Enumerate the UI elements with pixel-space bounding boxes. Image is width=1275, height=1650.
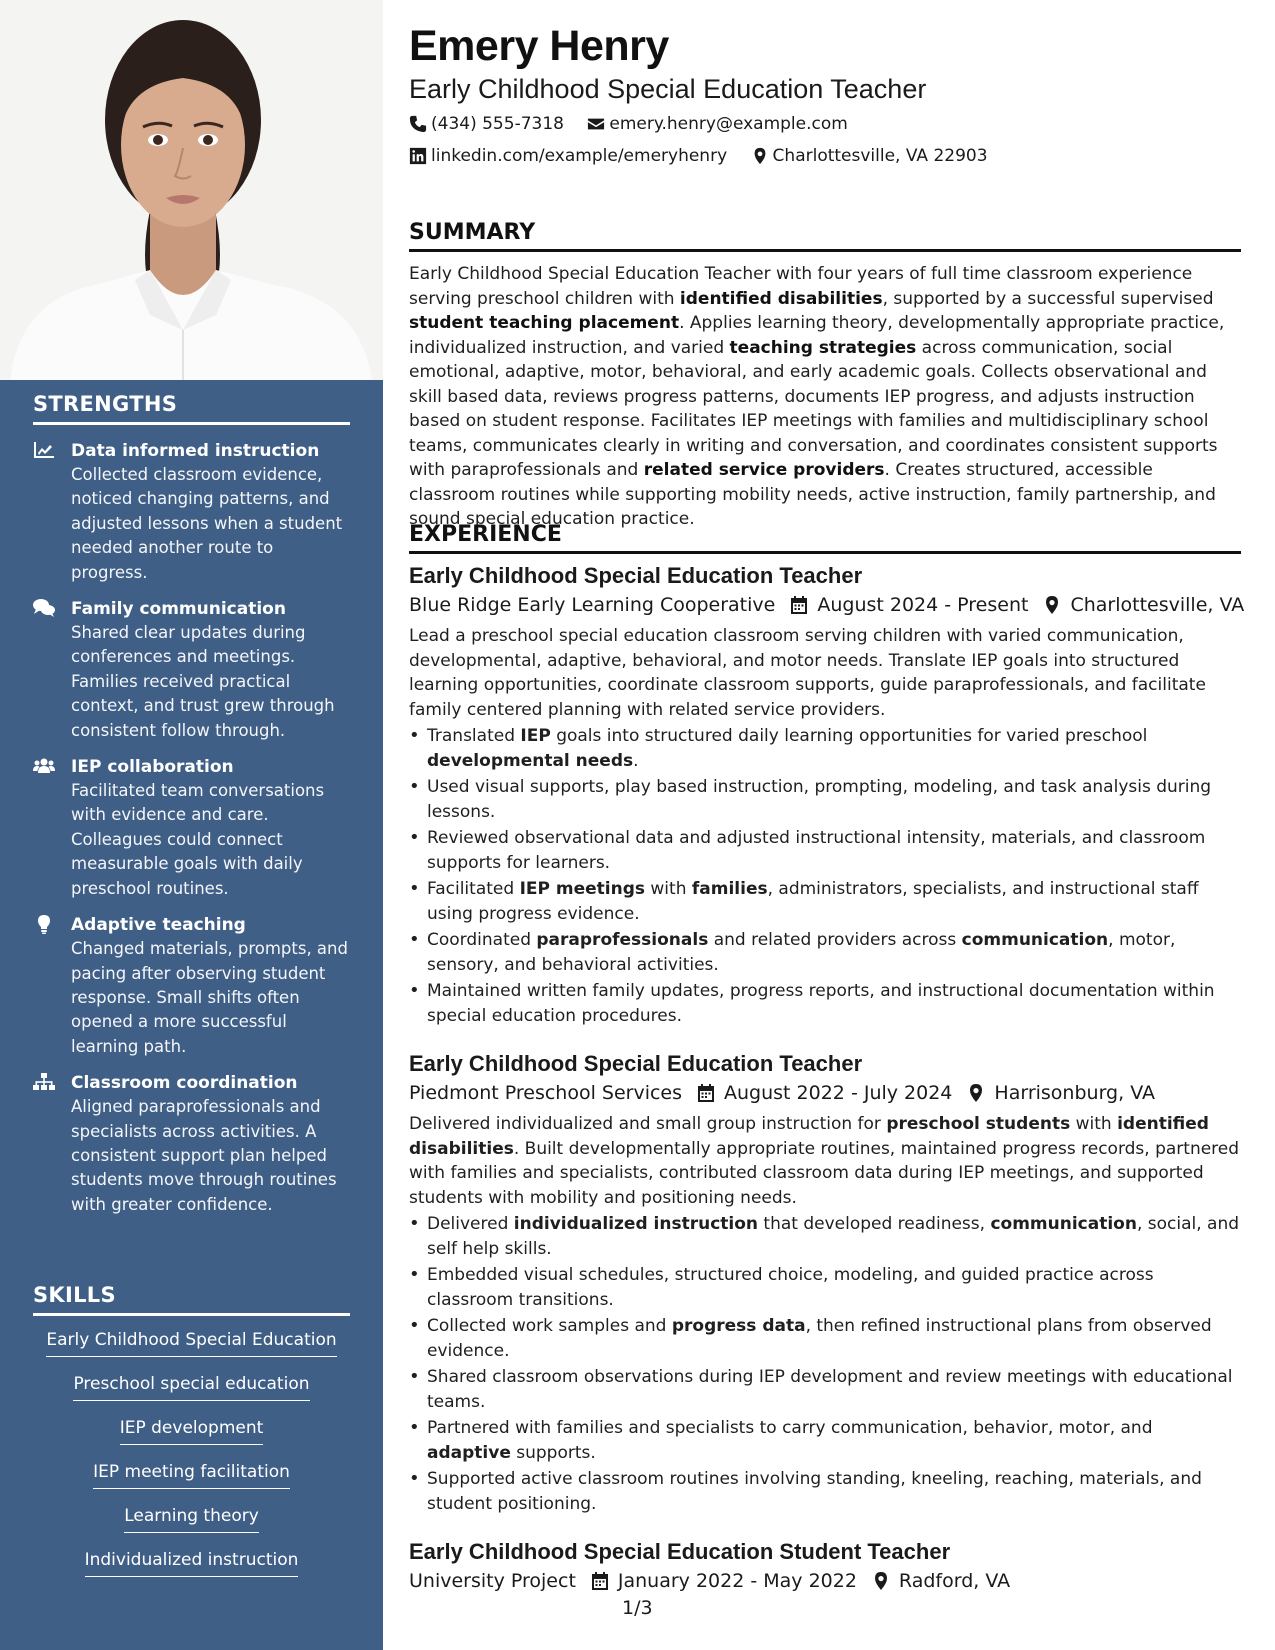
profile-photo bbox=[0, 0, 383, 380]
skill-tag: Learning theory bbox=[124, 1504, 259, 1533]
linkedin-url: linkedin.com/example/emeryhenry bbox=[431, 146, 728, 166]
users-icon bbox=[33, 756, 57, 778]
sidebar bbox=[0, 0, 383, 1650]
bullet-item: • Facilitated IEP meetings with families, administrators, specialists, and instructional staff using progress evidence. bbox=[409, 877, 1241, 926]
strength-description: Aligned paraprofessionals and specialists across activities. A consistent support plan helped students move through routines with greater confidence. bbox=[71, 1097, 337, 1214]
bullet-item: • Supported active classroom routines involving standing, kneeling, reaching, materials, and student positioning. bbox=[409, 1467, 1241, 1516]
map-pin-icon bbox=[751, 147, 769, 165]
bullet-item: • Collected work samples and progress data, then refined instructional plans from observed evidence. bbox=[409, 1314, 1241, 1363]
skill-tag: Individualized instruction bbox=[85, 1548, 299, 1577]
chat-bubbles-icon bbox=[33, 598, 57, 620]
linkedin-icon bbox=[409, 147, 427, 165]
strength-description: Changed materials, prompts, and pacing after observing student response. Small shifts often opened a more successful learning path. bbox=[71, 939, 348, 1056]
skills-section bbox=[33, 1283, 350, 1592]
job-organization: University Project bbox=[409, 1570, 576, 1592]
summary-text: Early Childhood Special Education Teacher with four years of full time classroom experience serving preschool children with identified disabilities, supported by a successful supervised student teaching placement. Applies learning theory, developmentally appropriate practice, individualized instruction, and varied teaching strategies across communication, social emotional, adaptive, motor, behavioral, and early academic goals. Collects observational and skill based data, reviews progress patterns, documents IEP progress, and adjusts instruction based on student response. Facilitates IEP meetings with families and multidisciplinary school teams, communicates clearly in writing and conversation, and coordinates consistent supports with paraprofessionals and related service providers. Creates structured, accessible classroom routines while supporting mobility needs, active instruction, family partnership, and sound special education practice. bbox=[409, 264, 1225, 529]
strengths-section bbox=[33, 392, 350, 1217]
job-location: Radford, VA bbox=[871, 1566, 1010, 1596]
bullet-item: • Embedded visual schedules, structured choice, modeling, and guided practice across classroom transitions. bbox=[409, 1263, 1241, 1312]
job-dates: January 2022 - May 2022 bbox=[590, 1566, 857, 1596]
linkedin-contact[interactable] bbox=[409, 146, 727, 166]
job-meta bbox=[409, 590, 1245, 620]
candidate-title: Early Childhood Special Education Teacher bbox=[409, 74, 927, 104]
skill-tag: IEP development bbox=[120, 1416, 264, 1445]
map-pin-icon bbox=[966, 1083, 986, 1103]
org-chart-icon bbox=[33, 1072, 57, 1094]
strength-item bbox=[33, 1071, 350, 1217]
skill-tag: Early Childhood Special Education bbox=[46, 1328, 336, 1357]
job-description: Delivered individualized and small group instruction for preschool students with identified disabilities. Built developmentally appropriate routines, maintained progress records, partnered with families and specialists, contributed classroom data during IEP meetings, and supported students with mobility and positioning needs. bbox=[409, 1114, 1240, 1208]
strength-description: Shared clear updates during conferences and meetings. Families received practical context, and trust grew through consistent follow through. bbox=[71, 623, 335, 740]
skills-list bbox=[33, 1328, 350, 1592]
bullet-item: • Maintained written family updates, progress reports, and instructional documentation within special education procedures. bbox=[409, 979, 1241, 1028]
contact-row bbox=[409, 114, 866, 138]
strength-item bbox=[33, 597, 350, 743]
phone-contact[interactable] bbox=[409, 114, 564, 134]
bullet-item: • Coordinated paraprofessionals and related providers across communication, motor, sensory, and behavioral activities. bbox=[409, 928, 1241, 977]
skills-heading: SKILLS bbox=[33, 1283, 350, 1316]
bullet-item: • Used visual supports, play based instruction, prompting, modeling, and task analysis during lessons. bbox=[409, 775, 1241, 824]
job-organization: Piedmont Preschool Services bbox=[409, 1082, 683, 1104]
calendar-icon bbox=[696, 1083, 716, 1103]
job-dates: August 2022 - July 2024 bbox=[696, 1078, 952, 1108]
experience-entry bbox=[409, 562, 1245, 1030]
summary-heading: SUMMARY bbox=[409, 220, 1241, 252]
profile-photo-illustration bbox=[0, 0, 383, 380]
experience-entry bbox=[409, 1538, 1241, 1596]
strength-title: Classroom coordination bbox=[71, 1073, 298, 1094]
candidate-name: Emery Henry bbox=[409, 22, 669, 70]
bullet-item: • Partnered with families and specialists to carry communication, behavior, motor, and adaptive supports. bbox=[409, 1416, 1241, 1465]
job-meta bbox=[409, 1566, 1241, 1596]
map-pin-icon bbox=[871, 1571, 891, 1591]
job-organization: Blue Ridge Early Learning Cooperative bbox=[409, 594, 776, 616]
bullet-item: • Reviewed observational data and adjusted instructional intensity, materials, and classroom supports for learners. bbox=[409, 826, 1241, 875]
job-bullets bbox=[409, 724, 1241, 1028]
experience-heading: EXPERIENCE bbox=[409, 522, 1241, 554]
job-location: Harrisonburg, VA bbox=[966, 1078, 1155, 1108]
strength-description: Facilitated team conversations with evidence and care. Colleagues could connect measurable goals with daily preschool routines. bbox=[71, 781, 325, 898]
strength-title: IEP collaboration bbox=[71, 757, 234, 778]
email-address: emery.henry@example.com bbox=[609, 114, 848, 134]
email-contact[interactable] bbox=[587, 114, 847, 134]
strength-title: Adaptive teaching bbox=[71, 915, 246, 936]
calendar-icon bbox=[590, 1571, 610, 1591]
map-pin-icon bbox=[1042, 595, 1062, 615]
contact-row-2 bbox=[409, 146, 1006, 170]
job-dates: August 2024 - Present bbox=[789, 590, 1028, 620]
job-bullets bbox=[409, 1212, 1241, 1516]
experience-entry bbox=[409, 1050, 1241, 1518]
bullet-item: • Delivered individualized instruction that developed readiness, communication, social, and self help skills. bbox=[409, 1212, 1241, 1261]
lightbulb-icon bbox=[33, 914, 57, 936]
strength-title: Data informed instruction bbox=[71, 441, 320, 461]
strengths-heading: STRENGTHS bbox=[33, 392, 350, 425]
page-number: 1/3 bbox=[622, 1597, 653, 1619]
job-meta bbox=[409, 1078, 1241, 1108]
skill-tag: Preschool special education bbox=[73, 1372, 309, 1401]
strength-item bbox=[33, 913, 350, 1059]
envelope-icon bbox=[587, 115, 605, 133]
job-description: Lead a preschool special education classroom serving children with varied communication, developmental, adaptive, behavioral, and motor needs. Translate IEP goals into structured learning opportunities, coordinate classroom supports, guide paraprofessionals, and facilitate family centered planning with related service providers. bbox=[409, 626, 1206, 720]
strength-item bbox=[33, 439, 350, 585]
chart-line-icon bbox=[33, 440, 57, 462]
location-text: Charlottesville, VA 22903 bbox=[772, 146, 988, 166]
job-role: Early Childhood Special Education Student Teacher bbox=[409, 1539, 951, 1564]
strength-description: Collected classroom evidence, noticed changing patterns, and adjusted lessons when a student needed another route to progress. bbox=[71, 465, 343, 582]
calendar-icon bbox=[789, 595, 809, 615]
bullet-item: • Translated IEP goals into structured daily learning opportunities for varied preschool developmental needs. bbox=[409, 724, 1241, 773]
phone-number: (434) 555-7318 bbox=[431, 114, 564, 134]
job-location: Charlottesville, VA bbox=[1042, 590, 1244, 620]
strength-item bbox=[33, 755, 350, 901]
phone-icon bbox=[409, 115, 427, 133]
bullet-item: • Shared classroom observations during IEP development and review meetings with educational teams. bbox=[409, 1365, 1241, 1414]
location-contact bbox=[751, 146, 988, 166]
job-role: Early Childhood Special Education Teacher bbox=[409, 1051, 863, 1076]
skill-tag: IEP meeting facilitation bbox=[93, 1460, 290, 1489]
job-role: Early Childhood Special Education Teacher bbox=[409, 563, 863, 588]
strength-title: Family communication bbox=[71, 599, 286, 620]
